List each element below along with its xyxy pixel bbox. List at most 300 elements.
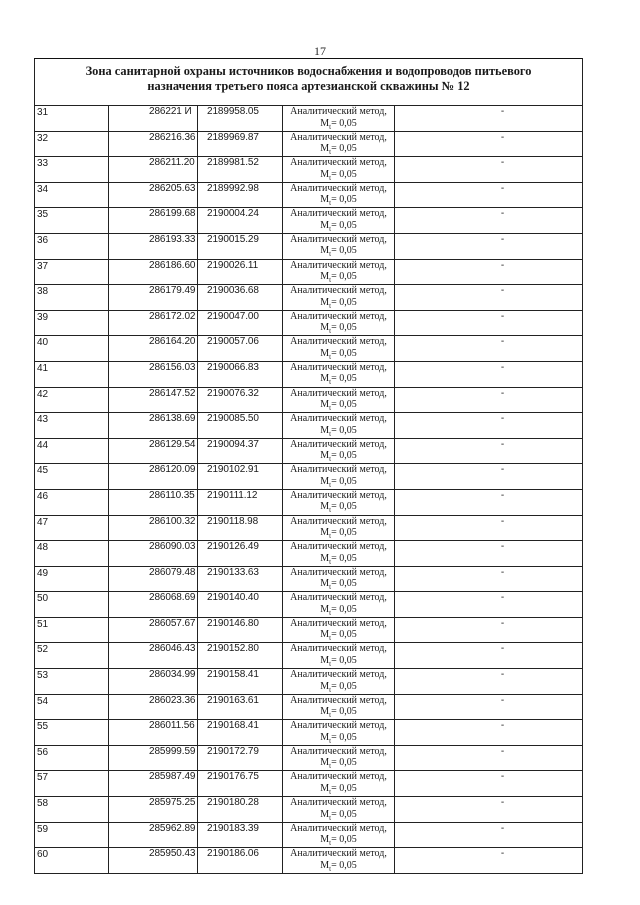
coordinate-x: 286216.36 — [109, 131, 198, 157]
accuracy-note: - — [395, 566, 583, 592]
method-accuracy — [283, 118, 394, 130]
coordinate-x: 286023.36 — [109, 694, 198, 720]
method-name: Аналитический метод, — [290, 643, 387, 655]
coordinate-y: 2190172.79 — [198, 745, 283, 771]
table-row — [35, 694, 583, 720]
method-accuracy — [283, 629, 394, 641]
method-accuracy-value: = 0,05 — [331, 782, 357, 794]
coordinate-x: 285975.25 — [109, 797, 198, 823]
method-accuracy — [283, 732, 394, 744]
coordinate-x: 286057.67 — [109, 617, 198, 643]
method-accuracy-symbol: M — [320, 424, 330, 436]
method-accuracy-subscript: t — [329, 122, 332, 131]
point-number: 60 — [35, 848, 109, 874]
accuracy-note: - — [395, 489, 583, 515]
method-accuracy-subscript: t — [329, 276, 332, 285]
determination-method — [283, 489, 395, 515]
accuracy-note: - — [395, 694, 583, 720]
method-accuracy — [283, 681, 394, 693]
point-number: 48 — [35, 541, 109, 567]
method-name: Аналитический метод, — [290, 106, 387, 117]
accuracy-note: - — [395, 259, 583, 285]
determination-method — [283, 387, 395, 413]
method-accuracy — [283, 194, 394, 206]
method-accuracy — [283, 322, 394, 334]
method-accuracy-value: = 0,05 — [331, 808, 357, 820]
table-title-row — [35, 59, 583, 106]
determination-method — [283, 592, 395, 618]
coordinate-x: 286129.54 — [109, 438, 198, 464]
coordinate-y: 2190146.80 — [198, 617, 283, 643]
method-accuracy-value: = 0,05 — [331, 527, 357, 538]
method-accuracy-subscript: t — [329, 839, 332, 848]
table-row — [35, 106, 583, 132]
method-accuracy-value: = 0,05 — [331, 706, 357, 718]
coordinate-x: 286186.60 — [109, 259, 198, 285]
method-name: Аналитический метод, — [290, 182, 387, 194]
method-accuracy-symbol: M — [320, 782, 330, 794]
table-row — [35, 438, 583, 464]
table-title-line-1: Зона санитарной охраны источников водоснабжения и водопроводов питьевого — [85, 64, 532, 78]
point-number: 34 — [35, 182, 109, 208]
method-name: Аналитический метод, — [290, 566, 387, 578]
method-accuracy-subscript: t — [329, 327, 332, 336]
table-row — [35, 669, 583, 695]
method-accuracy-subscript: t — [329, 583, 332, 592]
method-accuracy-subscript: t — [329, 557, 332, 566]
method-accuracy-subscript: t — [329, 736, 332, 745]
determination-method — [283, 669, 395, 695]
method-accuracy-symbol: M — [320, 117, 330, 129]
method-accuracy-symbol: M — [320, 271, 330, 283]
method-name: Аналитический метод, — [290, 771, 387, 783]
accuracy-note: - — [395, 106, 583, 132]
accuracy-note: - — [395, 797, 583, 823]
determination-method — [283, 848, 395, 874]
accuracy-note: - — [395, 361, 583, 387]
determination-method — [283, 566, 395, 592]
method-accuracy-subscript: t — [329, 199, 332, 208]
point-number: 39 — [35, 310, 109, 336]
method-accuracy — [283, 220, 394, 232]
coordinate-x: 286205.63 — [109, 182, 198, 208]
accuracy-note: - — [395, 745, 583, 771]
accuracy-note: - — [395, 336, 583, 362]
coordinate-y: 2190047.00 — [198, 310, 283, 336]
accuracy-note: - — [395, 464, 583, 490]
method-name: Аналитический метод, — [290, 464, 387, 476]
determination-method — [283, 131, 395, 157]
coordinate-y: 2190118.98 — [198, 515, 283, 541]
method-name: Аналитический метод, — [290, 797, 387, 809]
method-accuracy-symbol: M — [320, 245, 330, 257]
coordinate-x: 286172.02 — [109, 310, 198, 336]
method-accuracy — [283, 169, 394, 181]
coordinate-y: 2190036.68 — [198, 285, 283, 311]
coordinate-x: 286156.03 — [109, 361, 198, 387]
method-accuracy-value: = 0,05 — [331, 245, 357, 257]
point-number: 56 — [35, 745, 109, 771]
table-row — [35, 310, 583, 336]
method-name: Аналитический метод, — [290, 515, 387, 527]
determination-method — [283, 413, 395, 439]
method-accuracy-symbol: M — [320, 706, 330, 718]
coordinate-x: 286011.56 — [109, 720, 198, 746]
determination-method — [283, 617, 395, 643]
point-number: 57 — [35, 771, 109, 797]
method-accuracy — [283, 809, 394, 821]
table-row — [35, 131, 583, 157]
point-number: 50 — [35, 592, 109, 618]
determination-method — [283, 745, 395, 771]
point-number: 49 — [35, 566, 109, 592]
table-row — [35, 771, 583, 797]
method-accuracy-subscript: t — [329, 378, 332, 387]
method-accuracy-value: = 0,05 — [331, 296, 357, 308]
method-name: Аналитический метод, — [290, 387, 387, 399]
method-accuracy-value: = 0,05 — [331, 168, 357, 180]
method-accuracy-symbol: M — [320, 552, 330, 564]
determination-method — [283, 643, 395, 669]
coordinate-y: 2190015.29 — [198, 233, 283, 259]
method-accuracy — [283, 604, 394, 616]
method-accuracy-value: = 0,05 — [331, 578, 357, 590]
coordinate-x: 286110.35 — [109, 489, 198, 515]
method-name: Аналитический метод, — [290, 541, 387, 553]
method-name: Аналитический метод, — [290, 848, 387, 860]
method-accuracy-value: = 0,05 — [331, 731, 357, 743]
method-accuracy-symbol: M — [320, 808, 330, 820]
table-row — [35, 336, 583, 362]
coordinate-x: 286193.33 — [109, 233, 198, 259]
point-number: 46 — [35, 489, 109, 515]
method-accuracy — [283, 706, 394, 718]
method-accuracy-value: = 0,05 — [331, 629, 357, 641]
method-accuracy-symbol: M — [320, 757, 330, 769]
method-accuracy-symbol: M — [320, 168, 330, 180]
method-accuracy-value: = 0,05 — [331, 834, 357, 846]
accuracy-note: - — [395, 157, 583, 183]
point-number: 40 — [35, 336, 109, 362]
method-accuracy-subscript: t — [329, 148, 332, 157]
accuracy-note: - — [395, 233, 583, 259]
coordinate-y: 2190176.75 — [198, 771, 283, 797]
coordinate-y: 2190140.40 — [198, 592, 283, 618]
table-row — [35, 182, 583, 208]
determination-method — [283, 541, 395, 567]
coordinate-y: 2190163.61 — [198, 694, 283, 720]
point-number: 45 — [35, 464, 109, 490]
coordinate-y: 2190180.28 — [198, 797, 283, 823]
method-accuracy-value: = 0,05 — [331, 475, 357, 487]
method-accuracy — [283, 425, 394, 437]
method-name: Аналитический метод, — [290, 489, 387, 501]
method-accuracy — [283, 399, 394, 411]
method-name: Аналитический метод, — [290, 259, 387, 271]
method-accuracy — [283, 860, 394, 872]
method-accuracy-symbol: M — [320, 629, 330, 641]
coordinate-y: 2189969.87 — [198, 131, 283, 157]
coordinate-y: 2189981.52 — [198, 157, 283, 183]
method-accuracy-subscript: t — [329, 480, 332, 489]
table-row — [35, 848, 583, 874]
method-accuracy-symbol: M — [320, 143, 330, 155]
method-accuracy-symbol: M — [320, 219, 330, 231]
method-accuracy-symbol: M — [320, 527, 330, 538]
method-accuracy-symbol: M — [320, 450, 330, 462]
point-number: 35 — [35, 208, 109, 234]
method-name: Аналитический метод, — [290, 233, 387, 245]
table-row — [35, 617, 583, 643]
table-row — [35, 464, 583, 490]
determination-method — [283, 361, 395, 387]
accuracy-note: - — [395, 643, 583, 669]
coordinate-x: 286221 И — [109, 106, 198, 132]
point-number: 53 — [35, 669, 109, 695]
determination-method — [283, 157, 395, 183]
table-row — [35, 233, 583, 259]
point-number: 59 — [35, 822, 109, 848]
method-name: Аналитический метод, — [290, 694, 387, 706]
coordinate-y: 2190183.39 — [198, 822, 283, 848]
accuracy-note: - — [395, 285, 583, 311]
method-accuracy — [283, 271, 394, 283]
accuracy-note: - — [395, 131, 583, 157]
method-name: Аналитический метод, — [290, 361, 387, 373]
determination-method — [283, 720, 395, 746]
method-name: Аналитический метод, — [290, 592, 387, 604]
point-number: 31 — [35, 106, 109, 132]
method-accuracy-subscript: t — [329, 455, 332, 464]
method-name: Аналитический метод, — [290, 336, 387, 348]
coordinate-y: 2190168.41 — [198, 720, 283, 746]
method-accuracy-subscript: t — [329, 506, 332, 515]
coordinate-y: 2190186.06 — [198, 848, 283, 874]
coordinate-y: 2190111.12 — [198, 489, 283, 515]
accuracy-note: - — [395, 208, 583, 234]
determination-method — [283, 233, 395, 259]
method-accuracy-subscript: t — [329, 864, 332, 873]
method-accuracy-value: = 0,05 — [331, 271, 357, 283]
coordinate-x: 286034.99 — [109, 669, 198, 695]
accuracy-note: - — [395, 848, 583, 874]
coordinate-y: 2190152.80 — [198, 643, 283, 669]
method-name: Аналитический метод, — [290, 669, 387, 681]
coordinate-x: 286079.48 — [109, 566, 198, 592]
method-accuracy-symbol: M — [320, 834, 330, 846]
coordinates-table — [34, 58, 583, 874]
coordinate-y: 2190057.06 — [198, 336, 283, 362]
method-accuracy-symbol: M — [320, 859, 330, 871]
table-row — [35, 515, 583, 541]
accuracy-note: - — [395, 310, 583, 336]
determination-method — [283, 336, 395, 362]
coordinate-y: 2190085.50 — [198, 413, 283, 439]
coordinate-y: 2190126.49 — [198, 541, 283, 567]
table-body — [35, 106, 583, 874]
method-accuracy-subscript: t — [329, 301, 332, 310]
method-accuracy-symbol: M — [320, 322, 330, 334]
table-row — [35, 157, 583, 183]
determination-method — [283, 438, 395, 464]
accuracy-note: - — [395, 771, 583, 797]
method-accuracy-symbol: M — [320, 680, 330, 692]
method-accuracy-symbol: M — [320, 578, 330, 590]
accuracy-note: - — [395, 438, 583, 464]
coordinate-x: 286164.20 — [109, 336, 198, 362]
accuracy-note: - — [395, 182, 583, 208]
point-number: 32 — [35, 131, 109, 157]
method-accuracy-subscript: t — [329, 224, 332, 233]
determination-method — [283, 259, 395, 285]
coordinate-y: 2190004.24 — [198, 208, 283, 234]
accuracy-note: - — [395, 617, 583, 643]
point-number: 47 — [35, 515, 109, 541]
coordinate-x: 286090.03 — [109, 541, 198, 567]
method-accuracy-subscript: t — [329, 250, 332, 259]
coordinate-x: 286147.52 — [109, 387, 198, 413]
method-accuracy-value: = 0,05 — [331, 143, 357, 155]
table-row — [35, 387, 583, 413]
point-number: 33 — [35, 157, 109, 183]
point-number: 44 — [35, 438, 109, 464]
point-number: 55 — [35, 720, 109, 746]
coordinate-x: 285987.49 — [109, 771, 198, 797]
coordinate-x: 286068.69 — [109, 592, 198, 618]
point-number: 54 — [35, 694, 109, 720]
method-accuracy-subscript: t — [329, 532, 332, 540]
method-accuracy-symbol: M — [320, 501, 330, 513]
coordinate-y: 2189992.98 — [198, 182, 283, 208]
point-number: 36 — [35, 233, 109, 259]
determination-method — [283, 285, 395, 311]
method-name: Аналитический метод, — [290, 822, 387, 834]
method-accuracy — [283, 476, 394, 488]
method-accuracy-value: = 0,05 — [331, 859, 357, 871]
table-row — [35, 541, 583, 567]
method-accuracy-symbol: M — [320, 347, 330, 359]
accuracy-note: - — [395, 822, 583, 848]
coordinate-y: 2190026.11 — [198, 259, 283, 285]
table-row — [35, 592, 583, 618]
method-accuracy-value: = 0,05 — [331, 654, 357, 666]
determination-method — [283, 310, 395, 336]
method-accuracy — [283, 245, 394, 257]
point-number: 51 — [35, 617, 109, 643]
method-name: Аналитический метод, — [290, 310, 387, 322]
method-name: Аналитический метод, — [290, 208, 387, 220]
method-accuracy — [283, 450, 394, 462]
method-accuracy-symbol: M — [320, 399, 330, 411]
method-accuracy-value: = 0,05 — [331, 552, 357, 564]
determination-method — [283, 797, 395, 823]
determination-method — [283, 464, 395, 490]
method-accuracy-value: = 0,05 — [331, 373, 357, 385]
determination-method — [283, 106, 395, 132]
table-row — [35, 797, 583, 823]
point-number: 43 — [35, 413, 109, 439]
determination-method — [283, 694, 395, 720]
coordinate-x: 285950.43 — [109, 848, 198, 874]
method-accuracy-symbol: M — [320, 373, 330, 385]
point-number: 38 — [35, 285, 109, 311]
method-accuracy — [283, 757, 394, 769]
point-number: 52 — [35, 643, 109, 669]
method-accuracy — [283, 578, 394, 590]
method-accuracy — [283, 348, 394, 360]
method-accuracy — [283, 527, 394, 539]
method-accuracy-value: = 0,05 — [331, 322, 357, 334]
method-accuracy-subscript: t — [329, 659, 332, 668]
method-accuracy-subscript: t — [329, 404, 332, 413]
coordinate-y: 2190076.32 — [198, 387, 283, 413]
coordinate-y: 2190158.41 — [198, 669, 283, 695]
method-name: Аналитический метод, — [290, 131, 387, 143]
accuracy-note: - — [395, 592, 583, 618]
table-row — [35, 745, 583, 771]
table-row — [35, 643, 583, 669]
method-name: Аналитический метод, — [290, 157, 387, 169]
coordinate-x: 286179.49 — [109, 285, 198, 311]
point-number: 41 — [35, 361, 109, 387]
method-accuracy — [283, 143, 394, 155]
method-accuracy-value: = 0,05 — [331, 501, 357, 513]
method-accuracy-value: = 0,05 — [331, 347, 357, 359]
coordinate-y: 2190066.83 — [198, 361, 283, 387]
method-name: Аналитический метод, — [290, 745, 387, 757]
method-accuracy-symbol: M — [320, 731, 330, 743]
method-accuracy-subscript: t — [329, 813, 332, 822]
method-accuracy-symbol: M — [320, 603, 330, 615]
table-row — [35, 361, 583, 387]
page-number: 17 — [314, 44, 326, 58]
method-accuracy — [283, 373, 394, 385]
determination-method — [283, 515, 395, 541]
method-accuracy-subscript: t — [329, 685, 332, 694]
coordinate-x: 286100.32 — [109, 515, 198, 541]
coordinate-y: 2189958.05 — [198, 106, 283, 132]
table-row — [35, 413, 583, 439]
method-accuracy-subscript: t — [329, 608, 332, 617]
accuracy-note: - — [395, 541, 583, 567]
coordinate-x: 285999.59 — [109, 745, 198, 771]
coordinate-x: 286046.43 — [109, 643, 198, 669]
point-number: 42 — [35, 387, 109, 413]
point-number: 58 — [35, 797, 109, 823]
table-row — [35, 208, 583, 234]
method-accuracy — [283, 297, 394, 309]
determination-method — [283, 822, 395, 848]
method-accuracy-subscript: t — [329, 173, 332, 182]
method-accuracy — [283, 655, 394, 667]
method-accuracy-symbol: M — [320, 296, 330, 308]
method-accuracy — [283, 501, 394, 513]
method-accuracy-symbol: M — [320, 654, 330, 666]
method-name: Аналитический метод, — [290, 438, 387, 450]
table-row — [35, 720, 583, 746]
determination-method — [283, 208, 395, 234]
accuracy-note: - — [395, 669, 583, 695]
point-number: 37 — [35, 259, 109, 285]
method-accuracy-value: = 0,05 — [331, 603, 357, 615]
table-row — [35, 285, 583, 311]
method-accuracy-subscript: t — [329, 634, 332, 643]
method-accuracy-subscript: t — [329, 787, 332, 796]
determination-method — [283, 771, 395, 797]
accuracy-note: - — [395, 387, 583, 413]
coordinate-x: 286211.20 — [109, 157, 198, 183]
method-accuracy-subscript: t — [329, 711, 332, 720]
